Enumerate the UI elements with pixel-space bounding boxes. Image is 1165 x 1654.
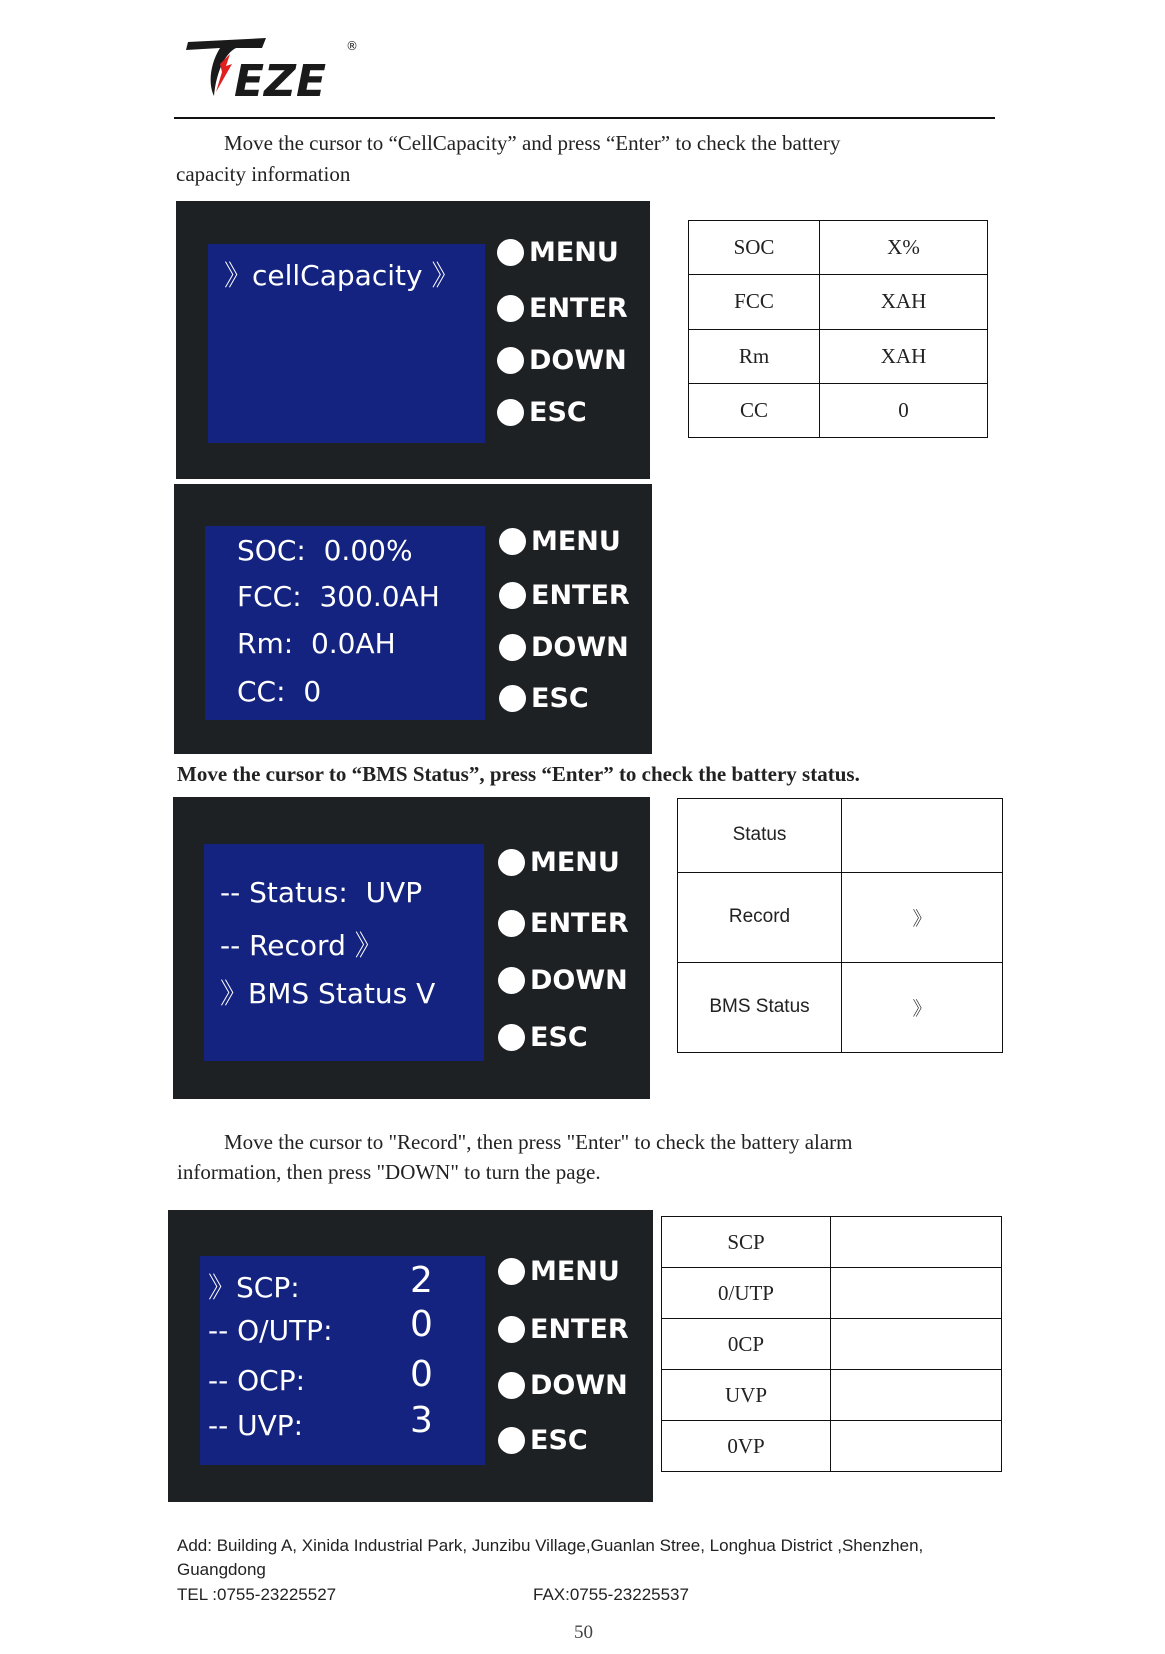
table-row — [662, 1217, 1002, 1268]
scp-count: 2 — [410, 1260, 433, 1301]
button-dot-icon — [498, 1316, 525, 1343]
rm-value: Rm: 0.0AH — [237, 627, 396, 660]
button-label: ENTER — [530, 908, 629, 939]
button-dot-icon — [499, 528, 526, 555]
button-label: MENU — [530, 1256, 620, 1287]
button-label: DOWN — [531, 632, 629, 663]
enter-button[interactable] — [498, 1314, 629, 1345]
table-cell: FCC — [689, 275, 820, 329]
table-row — [662, 1370, 1002, 1421]
outp-label: -- O/UTP: — [208, 1314, 333, 1347]
table-cell: 》 — [842, 872, 1003, 962]
esc-button[interactable] — [497, 397, 587, 428]
table-row — [678, 872, 1003, 962]
lcd-panel-cellcapacity — [176, 201, 650, 479]
button-dot-icon — [498, 1258, 525, 1285]
button-label: MENU — [531, 526, 621, 557]
table-cell — [831, 1421, 1002, 1472]
ocp-count: 0 — [410, 1354, 433, 1395]
footer-tel: TEL :0755-23225527 — [177, 1585, 337, 1604]
record-line: -- Record 》 — [220, 929, 383, 962]
menu-button[interactable] — [499, 526, 621, 557]
table-cell: SOC — [689, 221, 820, 275]
table-cell: Record — [678, 872, 842, 962]
uvp-label: -- UVP: — [208, 1409, 304, 1442]
cc-value: CC: 0 — [237, 675, 322, 708]
soc-value: SOC: 0.00% — [237, 534, 413, 567]
menu-button[interactable] — [498, 847, 620, 878]
record-table — [661, 1216, 1002, 1472]
table-cell: UVP — [662, 1370, 831, 1421]
record-para-line2: information, then press "DOWN" to turn the page. — [177, 1160, 601, 1184]
svg-text:®: ® — [346, 39, 358, 53]
table-cell: BMS Status — [678, 962, 842, 1052]
button-label: ENTER — [530, 1314, 629, 1345]
enter-button[interactable] — [498, 908, 629, 939]
uvp-count: 3 — [410, 1400, 433, 1441]
button-label: DOWN — [529, 345, 627, 376]
table-cell: SCP — [662, 1217, 831, 1268]
lcd-panel-bms-status — [173, 797, 650, 1099]
lcd-panel-capacity-values — [174, 484, 652, 754]
button-label: ESC — [530, 1425, 588, 1456]
footer-address1: Add: Building A, Xinida Industrial Park, Junzibu Village,Guanlan Stree, Longhua District ,Shenzhen, — [177, 1536, 924, 1555]
down-button[interactable] — [499, 632, 629, 663]
table-cell: 0/UTP — [662, 1268, 831, 1319]
button-label: ENTER — [529, 293, 628, 324]
lcd-screen — [200, 1256, 485, 1465]
intro-line2: capacity information — [176, 162, 351, 186]
footer-fax: FAX:0755-23225537 — [533, 1585, 689, 1604]
table-row — [678, 962, 1003, 1052]
table-cell: XAH — [820, 329, 988, 383]
table-cell: 0CP — [662, 1319, 831, 1370]
table-cell — [831, 1370, 1002, 1421]
menu-button[interactable] — [497, 237, 619, 268]
page-number: 50 — [574, 1622, 593, 1643]
table-cell: XAH — [820, 275, 988, 329]
table-cell: 0VP — [662, 1421, 831, 1472]
button-dot-icon — [499, 582, 526, 609]
header-rule — [174, 117, 995, 119]
bms-status-line: 》BMS Status V — [220, 977, 436, 1010]
button-label: MENU — [529, 237, 619, 268]
button-dot-icon — [499, 685, 526, 712]
teze-logo — [186, 34, 366, 104]
ocp-label: -- OCP: — [208, 1364, 306, 1397]
button-dot-icon — [498, 967, 525, 994]
button-label: DOWN — [530, 1370, 628, 1401]
svg-text:EZE: EZE — [234, 56, 327, 104]
table-cell — [831, 1319, 1002, 1370]
down-button[interactable] — [497, 345, 627, 376]
table-row — [689, 383, 988, 437]
table-row — [662, 1421, 1002, 1472]
button-label: MENU — [530, 847, 620, 878]
button-dot-icon — [499, 634, 526, 661]
outp-count: 0 — [410, 1304, 433, 1345]
table-row — [662, 1319, 1002, 1370]
button-dot-icon — [497, 295, 524, 322]
button-label: ESC — [529, 397, 587, 428]
table-cell — [831, 1217, 1002, 1268]
table-cell: 》 — [842, 962, 1003, 1052]
table-cell: 0 — [820, 383, 988, 437]
table-row — [662, 1268, 1002, 1319]
button-dot-icon — [497, 399, 524, 426]
enter-button[interactable] — [497, 293, 628, 324]
button-dot-icon — [498, 849, 525, 876]
lcd-screen — [205, 526, 485, 720]
down-button[interactable] — [498, 1370, 628, 1401]
lcd-panel-record — [168, 1210, 653, 1502]
table-cell: Status — [678, 799, 842, 873]
button-dot-icon — [498, 1024, 525, 1051]
button-label: ENTER — [531, 580, 630, 611]
table-cell: X% — [820, 221, 988, 275]
table-cell — [831, 1268, 1002, 1319]
scp-label: 》SCP: — [208, 1271, 300, 1304]
table-row — [689, 275, 988, 329]
intro-line1: Move the cursor to “CellCapacity” and press “Enter” to check the battery — [224, 131, 841, 155]
table-row — [689, 221, 988, 275]
footer-address2: Guangdong — [177, 1560, 266, 1579]
button-label: ESC — [530, 1022, 588, 1053]
esc-button[interactable] — [498, 1022, 588, 1053]
button-label: DOWN — [530, 965, 628, 996]
enter-button[interactable] — [499, 580, 630, 611]
lcd-screen — [208, 244, 485, 443]
fcc-value: FCC: 300.0AH — [237, 580, 440, 613]
button-dot-icon — [497, 347, 524, 374]
bms-status-heading: Move the cursor to “BMS Status”, press “Enter” to check the battery status. — [177, 762, 860, 786]
status-line: -- Status: UVP — [220, 876, 423, 909]
menu-item-cellcapacity: 》cellCapacity 》 — [224, 259, 460, 292]
bms-status-table — [677, 798, 1003, 1053]
table-cell: CC — [689, 383, 820, 437]
capacity-table — [688, 220, 988, 438]
button-dot-icon — [497, 239, 524, 266]
table-cell: Rm — [689, 329, 820, 383]
button-dot-icon — [498, 1427, 525, 1454]
button-dot-icon — [498, 910, 525, 937]
table-row — [678, 799, 1003, 873]
button-label: ESC — [531, 683, 589, 714]
esc-button[interactable] — [498, 1425, 588, 1456]
button-dot-icon — [498, 1372, 525, 1399]
esc-button[interactable] — [499, 683, 589, 714]
menu-button[interactable] — [498, 1256, 620, 1287]
record-para-line1: Move the cursor to "Record", then press "Enter" to check the battery alarm — [224, 1130, 853, 1154]
table-row — [689, 329, 988, 383]
down-button[interactable] — [498, 965, 628, 996]
table-cell — [842, 799, 1003, 873]
lcd-screen — [204, 844, 484, 1061]
